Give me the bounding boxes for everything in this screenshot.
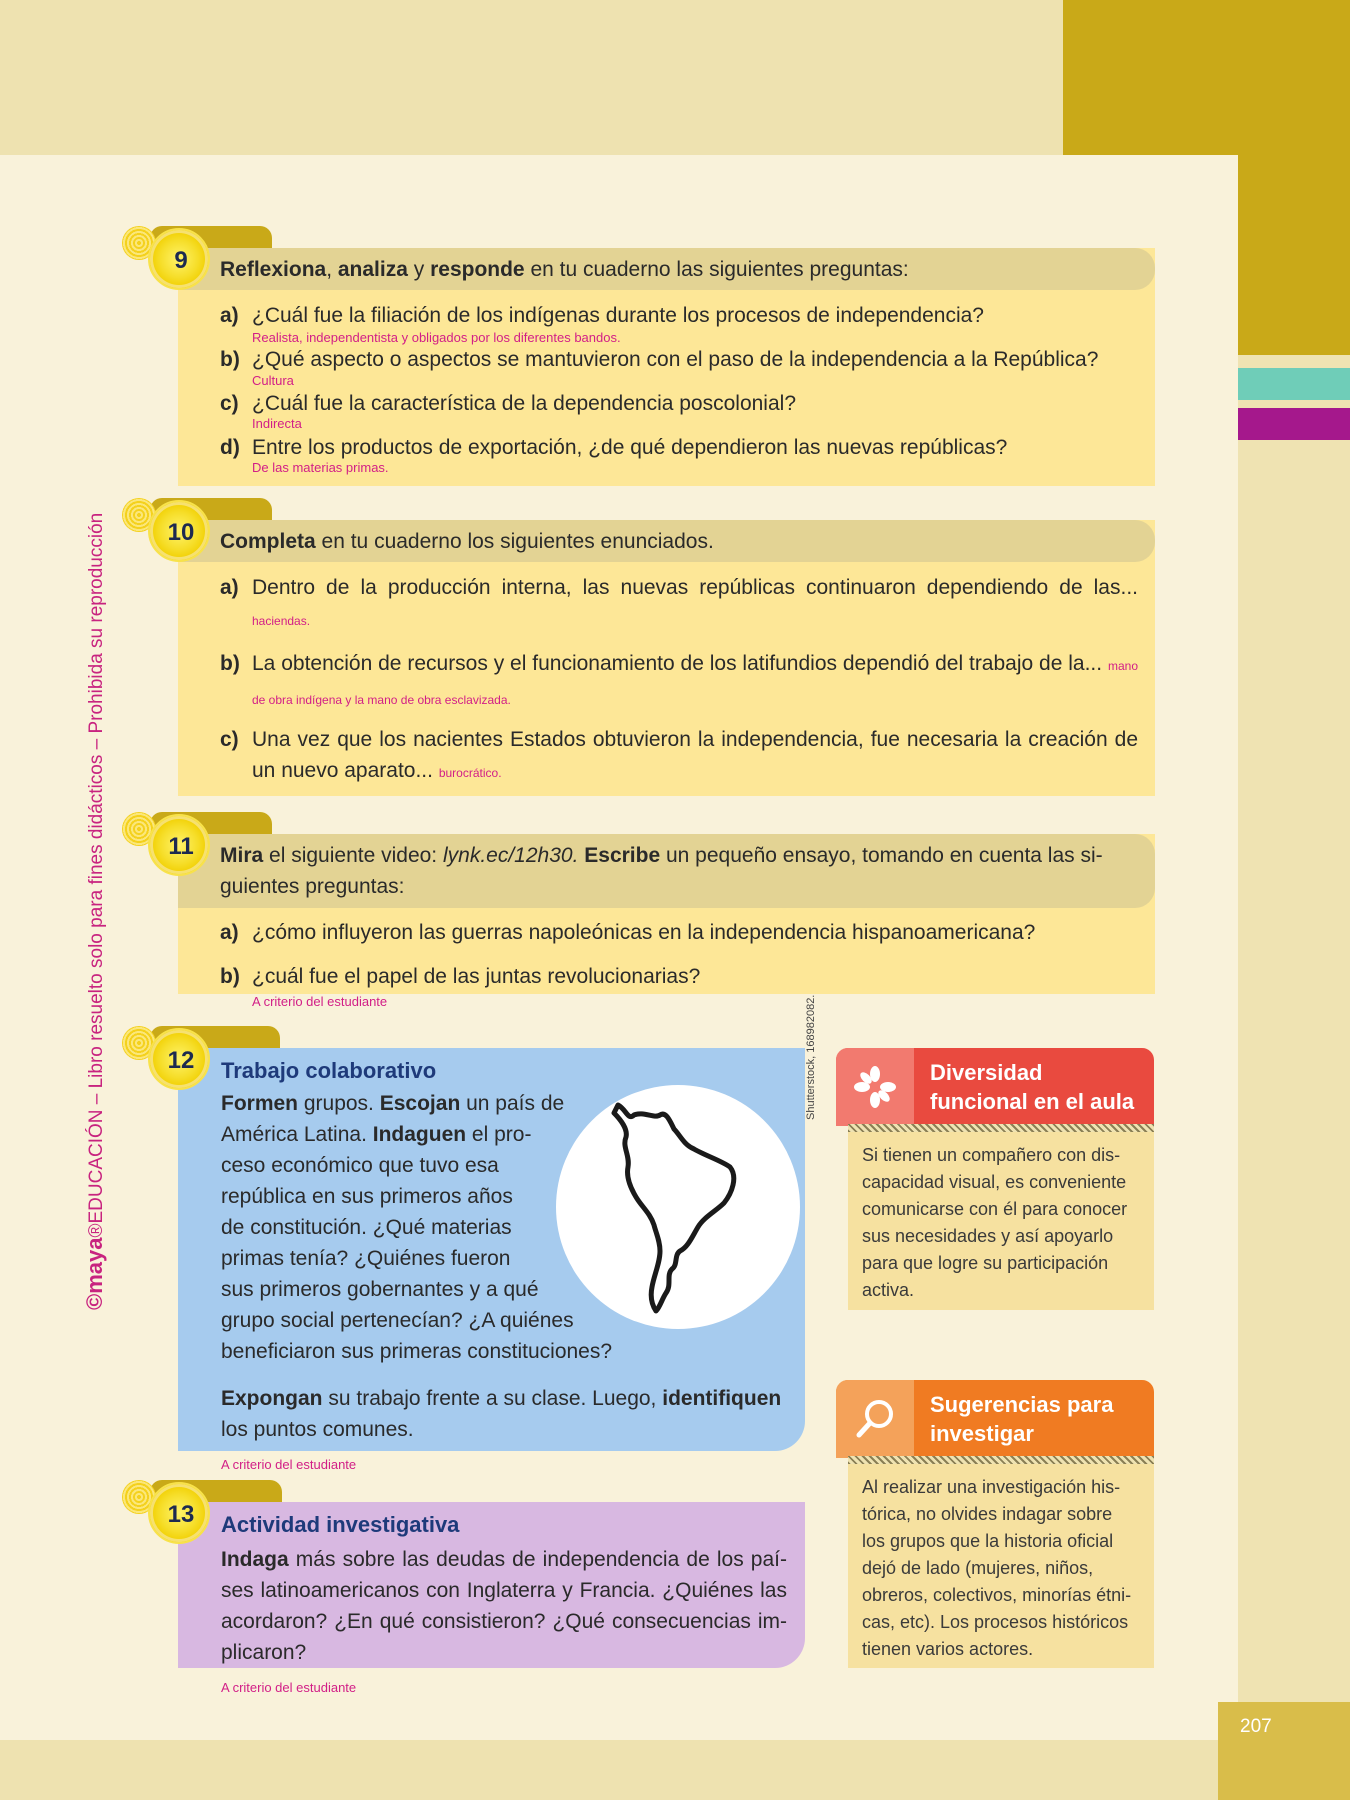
q13-title: Actividad investigativa — [221, 1512, 460, 1537]
q12-number: 12 — [167, 1047, 195, 1074]
right-magenta-stripe — [1238, 408, 1350, 440]
q12-line-6: primas tenía? ¿Quiénes fueron — [221, 1247, 511, 1270]
q9-answer-d: De las materias primas. — [252, 460, 389, 475]
magnifier-icon — [853, 1397, 897, 1441]
q12-line-1: Formen grupos. Escojan un país de — [221, 1092, 565, 1115]
right-column — [1238, 440, 1350, 1700]
q12-line-7: sus primeros gobernantes y a qué — [221, 1278, 539, 1301]
q9-answer-b: Cultura — [252, 373, 294, 388]
image-credit: Shutterstock, 168982082. — [805, 994, 817, 1120]
diversidad-card-body: Si tienen un compañero con dis-capacidad visual, es conveniente comunicarse con él para conocer sus necesidades y así apoyarlo para que logre su participación activa. — [848, 1132, 1154, 1310]
q9-item-b: b) ¿Qué aspecto o aspectos se mantuvieron con el paso de la independencia a la República? — [220, 348, 1099, 371]
q9-item-d: d) Entre los productos de exportación, ¿de qué dependieron las nuevas repúblicas? — [220, 436, 1008, 459]
q11-heading: Mira el siguiente video: lynk.ec/12h30. Escribe un pequeño ensayo, tomando en cuenta las si-guientes preguntas: — [178, 834, 1155, 908]
q9-heading: Reflexiona, analiza y responde en tu cuaderno las siguientes preguntas: — [178, 248, 1155, 290]
bottom-band — [0, 1740, 1350, 1800]
q10-number-badge — [148, 500, 210, 562]
q13-number-badge — [148, 1482, 210, 1544]
brand-name: ©maya — [82, 1237, 107, 1310]
sugerencias-card-hatch — [848, 1456, 1154, 1464]
q11-item-a: a) ¿cómo influyeron las guerras napoleónicas en la independencia hispanoamericana? — [220, 921, 1036, 944]
diversidad-card-icon-box — [836, 1048, 914, 1126]
copyright-vertical-text — [82, 513, 108, 1310]
q12-line-2: América Latina. Indaguen el pro- — [221, 1123, 532, 1146]
q12-line-3: ceso económico que tuvo esa — [221, 1154, 499, 1177]
sugerencias-card-icon-box — [836, 1380, 914, 1458]
page-number: 207 — [1218, 1702, 1350, 1800]
q10-heading: Completa en tu cuaderno los siguientes enunciados. — [178, 520, 1155, 562]
q13-number: 13 — [167, 1501, 195, 1528]
q12-line-8: grupo social pertenecían? ¿A quiénes — [221, 1309, 574, 1332]
q12-body — [221, 1088, 641, 1367]
q9-number-badge — [148, 228, 210, 290]
q12-answer: A criterio del estudiante — [221, 1457, 357, 1472]
diversidad-card-hatch — [848, 1124, 1154, 1132]
q10-answer-a: haciendas. — [252, 614, 311, 628]
q9-number: 9 — [174, 247, 188, 274]
q10-item-a: a) Dentro de la producción interna, las nuevas repúblicas continuaron dependiendo de las... haciendas. — [220, 576, 1138, 628]
q9-answer-c: Indirecta — [252, 416, 302, 431]
copyright-notice: ®EDUCACIÓN – Libro resuelto solo para fines didácticos – Prohibida su reproducción — [86, 512, 107, 1238]
q11-item-b: b) ¿cuál fue el papel de las juntas revolucionarias? — [220, 965, 701, 988]
q9-item-c: c) ¿Cuál fue la característica de la dependencia poscolonial? — [220, 392, 797, 415]
q12-line-5: de constitución. ¿Qué materias — [221, 1216, 512, 1239]
q12-line-9: beneficiaron sus primeras constituciones? — [221, 1340, 613, 1363]
q11-number: 11 — [168, 833, 194, 860]
q10-item-c: c) Una vez que los nacientes Estados obtuvieron la independencia, fue necesaria la creación de un nuevo aparato... burocrático. — [220, 728, 1138, 782]
q10-number: 10 — [167, 519, 195, 546]
sugerencias-card-body: Al realizar una investigación his-tórica, no olvides indagar sobre los grupos que la historia oficial dejó de lado (mujeres, niños, obreros, colectivos, minorías étni-cas, etc). Los procesos históricos tienen varios actores. — [848, 1464, 1154, 1668]
q10-item-b: b) La obtención de recursos y el funcionamiento de los latifundios dependió del trabajo de la... mano de obra indígena y la mano de obra esclavizada. — [220, 652, 1138, 707]
right-teal-stripe — [1238, 368, 1350, 400]
q11-answer: A criterio del estudiante — [252, 994, 388, 1009]
q13-body: Indaga más sobre las deudas de independencia de los paí-ses latinoamericanos con Inglaterra y Francia. ¿Quiénes las acordaron? ¿En qué consistieron? ¿Qué consecuencias im-plicaron? — [221, 1548, 787, 1664]
q10-answer-b: mano de obra indígena y la mano de obra esclavizada. — [252, 659, 1138, 707]
q12-para2: Expongan su trabajo frente a su clase. Luego, identifiquen los puntos comunes. — [221, 1387, 782, 1441]
q10-answer-c: burocrático. — [438, 766, 502, 780]
q13-answer: A criterio del estudiante — [221, 1680, 357, 1695]
q11-number-badge — [148, 814, 210, 876]
q12-line-4: república en sus primeros años — [221, 1185, 513, 1208]
q12-title: Trabajo colaborativo — [221, 1058, 437, 1083]
asterisk-flower-icon — [853, 1065, 897, 1109]
sugerencias-card-title: Sugerencias para investigar — [930, 1392, 1114, 1446]
q9-item-a: a) ¿Cuál fue la filiación de los indígenas durante los procesos de independencia? — [220, 304, 984, 327]
q12-number-badge — [148, 1028, 210, 1090]
diversidad-card-title: Diversidad funcional en el aula — [930, 1060, 1135, 1114]
video-link[interactable]: lynk.ec/12h30. — [442, 844, 579, 867]
q9-answer-a: Realista, independentista y obligados por los diferentes bandos. — [252, 330, 621, 345]
